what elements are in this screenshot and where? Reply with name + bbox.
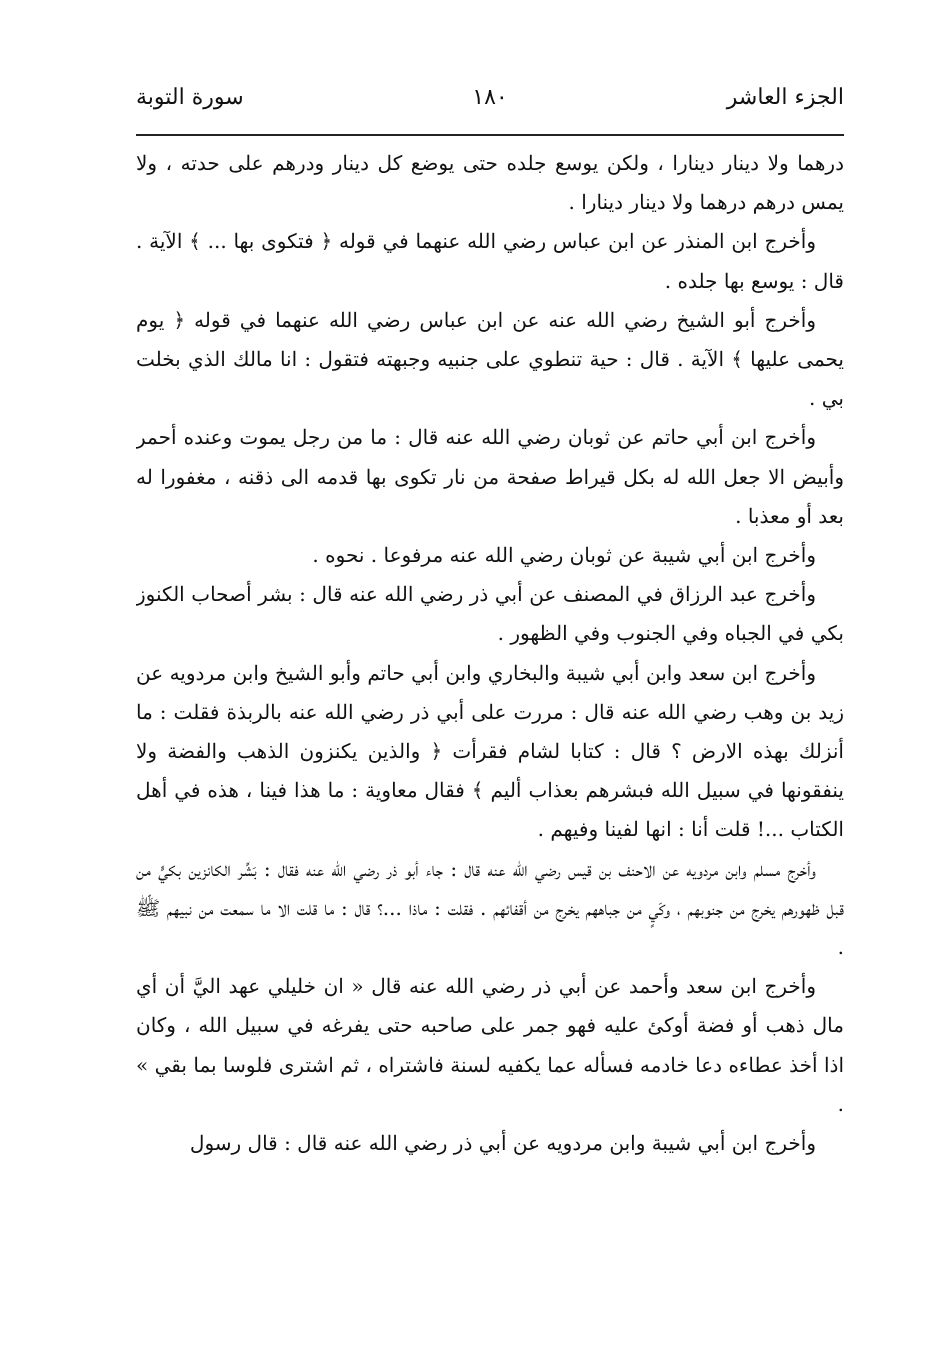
paragraph: وأخرج ابن المنذر عن ابن عباس رضي الله عنهما في قوله ﴿ فتكوى بها ... ﴾ الآية . قال : يوسع بها جلده .	[136, 229, 844, 293]
header-rule	[136, 134, 844, 136]
page-header	[136, 78, 844, 118]
paragraph: وأخرج ابن أبي شيبة عن ثوبان رضي الله عنه مرفوعا . نحوه .	[312, 543, 816, 568]
paragraph: وأخرج عبد الرزاق في المصنف عن أبي ذر رضي الله عنه قال : بشر أصحاب الكنوز بكي في الجباه وفي الجنوب وفي الظهور .	[136, 582, 844, 646]
surah-label: سورة التوبة	[136, 85, 244, 110]
paragraph: وأخرج ابن أبي شيبة وابن مردويه عن أبي ذر رضي الله عنه قال : قال رسول	[189, 1131, 816, 1156]
page-number: ١٨٠	[472, 85, 508, 110]
paragraph: وأخرج ابن أبي حاتم عن ثوبان رضي الله عنه قال : ما من رجل يموت وعنده أحمر وأبيض الا جعل الله له بكل قيراط صفحة من نار تكوى بها قدمه الى ذقنه ، مغفورا له بعد أو معذبا .	[136, 425, 844, 528]
paragraph: درهما ولا دينار دينارا ، ولكن يوسع جلده حتى يوضع كل دينار ودرهم على حدته ، ولا يمس درهم درهما ولا دينار دينارا .	[136, 151, 844, 215]
body-text	[136, 144, 844, 1274]
part-label: الجزء العاشر	[726, 85, 844, 110]
paragraph: وأخرج ابن سعد وابن أبي شيبة والبخاري وابن أبي حاتم وأبو الشيخ وابن مردويه عن زيد بن وهب رضي الله عنه قال : مررت على أبي ذر رضي الله عنه بالربذة فقلت : ما أنزلك بهذه الارض ؟ قال : كتابا لشام فقرأت ﴿ والذين يكنزون الذهب والفضة ولا ينفقونها في سبيل الله فبشرهم بعذاب أليم ﴾ فقال معاوية : ما هذا فينا ، هذه في أهل الكتاب ...! قلت أنا : انها لفينا وفيهم .	[136, 660, 844, 842]
paragraph: وأخرج أبو الشيخ رضي الله عنه عن ابن عباس رضي الله عنهما في قوله ﴿ يوم يحمى عليها ﴾ الآية . قال : حية تنطوي على جنبيه وجبهته فتقول : انا مالك الذي بخلت بي .	[136, 307, 844, 411]
paragraph: وأخرج ابن سعد وأحمد عن أبي ذر رضي الله عنه قال « ان خليلي عهد اليَّ أن أي مال ذهب أو فضة أوكئ عليه فهو جمر على صاحبه حتى يفرغه في سبيل الله ، وكان اذا أخذ عطاءه دعا خادمه فسأله عما يكفيه لسنة فاشتراه ، ثم اشترى فلوسا بما بقي » .	[136, 974, 844, 1116]
paragraph: وأخرج مسلم وابن مردويه عن الاحنف بن قيس رضي الله عنه قال : جاء أبو ذر رضي الله عنه فقال : بَشِّر الكانزين بكيٍّ من قبل ظهورهم يخرج من جنوبهم ، وكَيٍ من جباههم يخرج من أقفائهم . فقلت : ماذا ...؟ قال : ما قلت الا ما سمعت من نبيهم ﷺ .	[136, 856, 844, 960]
